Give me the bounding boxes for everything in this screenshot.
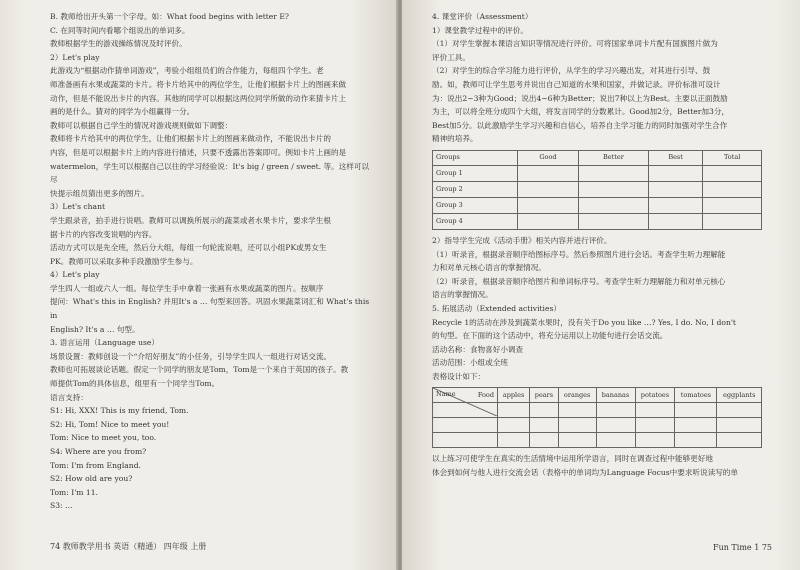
score-cell bbox=[518, 165, 579, 181]
corner-bottom-label: Name bbox=[436, 389, 456, 398]
text-line: 4. 课堂评价（Assessment） bbox=[432, 12, 533, 21]
text-line: PK。教师可以采取多种手段激励学生参与。 bbox=[50, 256, 198, 266]
text-line: S1: Hi, XXX! This is my friend, Tom. bbox=[50, 406, 189, 416]
survey-cell bbox=[675, 403, 717, 418]
score-cell bbox=[518, 181, 579, 197]
group-label-cell: Group 2 bbox=[433, 181, 518, 197]
text-line: （1）对学生掌握本课语言知识等情况进行评价。可将国家单词卡片配有国旗图片做为 bbox=[432, 39, 718, 49]
survey-cell bbox=[530, 433, 559, 448]
right-page bbox=[402, 0, 800, 570]
text-line: 教师根据学生的游戏操练情况及时评价。 bbox=[50, 39, 187, 49]
text-line: 此游戏为“根据动作猜单词游戏”，考验小组组员们的合作能力，每组四个学生。老 bbox=[50, 66, 324, 76]
survey-cell bbox=[530, 403, 559, 418]
text-line: 动作，但是不能说出卡片的内容。其他的同学可以根据这两位同学所做的动作来猜卡片上 bbox=[50, 93, 347, 103]
text-line: English? It's a … 句型。 bbox=[50, 324, 140, 334]
survey-cell bbox=[530, 418, 559, 433]
food-header-cell: apples bbox=[498, 388, 530, 403]
table-row bbox=[433, 213, 762, 229]
text-line: （1）听录音，根据录音顺序给图标序号。然后参照图片进行会话。考查学生听力理解能 bbox=[432, 249, 726, 259]
survey-cell bbox=[498, 403, 530, 418]
table-header-cell: Better bbox=[578, 150, 648, 165]
text-line: 2）Let's play bbox=[50, 52, 100, 62]
text-line: 3）Let's chant bbox=[50, 202, 106, 212]
survey-cell bbox=[675, 418, 717, 433]
table-row bbox=[433, 418, 762, 433]
text-line: 精神的培养。 bbox=[432, 134, 478, 144]
score-cell bbox=[648, 165, 702, 181]
group-label-cell: Group 1 bbox=[433, 165, 518, 181]
food-header-cell: tomatoes bbox=[675, 388, 717, 403]
text-line: （2）听录音，根据录音顺序给图片和单词标序号。考查学生听力理解能力和对单元核心 bbox=[432, 276, 726, 286]
score-cell bbox=[648, 181, 702, 197]
text-line: 语言的掌握情况。 bbox=[432, 290, 493, 300]
survey-cell bbox=[498, 433, 530, 448]
text-line: 活动名称：食物喜好小调查 bbox=[432, 344, 524, 354]
score-cell bbox=[578, 197, 648, 213]
score-cell bbox=[578, 181, 648, 197]
table-row bbox=[433, 433, 762, 448]
text-line: 画的是什么。猜对的同学为小组赢得一分。 bbox=[50, 107, 195, 117]
food-header-cell: pears bbox=[530, 388, 559, 403]
text-line: S3: … bbox=[50, 501, 73, 511]
survey-cell bbox=[675, 433, 717, 448]
text-line: C. 在同等时间内看哪个组说出的单词多。 bbox=[50, 25, 190, 35]
text-line: Tom: Nice to meet you, too. bbox=[50, 433, 157, 443]
table-row bbox=[433, 197, 762, 213]
text-line: Best加5分。以此激励学生学习兴趣和自信心，培养自主学习能力的同时加强对学生合作 bbox=[432, 120, 728, 130]
score-cell bbox=[648, 197, 702, 213]
group-label-cell: Group 4 bbox=[433, 213, 518, 229]
survey-cell bbox=[635, 433, 675, 448]
text-line: 活动方式可以是先全班，然后分大组，每组一句轮流说唱，还可以小组PK或男女生 bbox=[50, 243, 327, 253]
text-line: 2）指导学生完成《活动手册》相关内容并进行评价。 bbox=[432, 235, 612, 245]
text-line: 力和对单元核心语言的掌握情况。 bbox=[432, 263, 546, 273]
text-line: 励。如，教师可让学生思考并说出自己知道的水果和国家，并做记录。评价标准可设计 bbox=[432, 79, 721, 89]
text-line: 评价工具。 bbox=[432, 52, 470, 62]
survey-cell bbox=[635, 418, 675, 433]
extended-activities-section bbox=[432, 234, 762, 384]
group-label-cell: Group 3 bbox=[433, 197, 518, 213]
assessment-table bbox=[432, 150, 762, 230]
survey-cell bbox=[635, 403, 675, 418]
survey-cell bbox=[498, 418, 530, 433]
survey-cell bbox=[717, 403, 762, 418]
table-header-cell: Best bbox=[648, 150, 702, 165]
left-page bbox=[0, 0, 398, 570]
text-line: S2: How old are you? bbox=[50, 474, 133, 484]
text-line: Tom: I'm from England. bbox=[50, 460, 141, 470]
score-cell bbox=[703, 165, 762, 181]
text-line: 学生跟录音，拍手进行说唱。教师可以调换所展示的蔬菜或者水果卡片，要求学生根 bbox=[50, 215, 331, 225]
table-header-cell: Total bbox=[703, 150, 762, 165]
text-line: 3. 语言运用（Language use） bbox=[50, 338, 160, 348]
text-line: 语言支持： bbox=[50, 392, 88, 402]
text-line: Tom: I'm 11. bbox=[50, 487, 98, 497]
right-page-text bbox=[432, 10, 762, 480]
text-line: 教师可以根据自己学生的情况对游戏规则做如下调整： bbox=[50, 120, 233, 130]
closing-paragraph bbox=[432, 452, 762, 479]
text-line: watermelon，学生可以根据自己以往的学习经验说：It's big / green / sweet. 等。这样可以尽 bbox=[50, 161, 370, 185]
score-cell bbox=[578, 165, 648, 181]
food-header-cell: eggplants bbox=[717, 388, 762, 403]
score-cell bbox=[703, 213, 762, 229]
score-cell bbox=[703, 181, 762, 197]
text-line: 教师将卡片给其中的两位学生，让他们根据卡片上的图画来做动作，不能说出卡片的 bbox=[50, 134, 331, 144]
text-line: 活动范围：小组或全班 bbox=[432, 358, 508, 368]
text-line: Recycle 1的活动在涉及到蔬菜水果时，没有关于Do you like …? Yes, I do. No, I don't bbox=[432, 317, 736, 327]
text-line: 为主，可以将全班分成四个大组，将发言同学的分数累计。Good加2分，Better加3分， bbox=[432, 107, 730, 117]
text-line: 师准备画有水果或蔬菜的卡片。将卡片给其中的两位学生，让他们根据卡片上的图画来做 bbox=[50, 79, 347, 89]
text-line: 内容，但是可以根据卡片上的内容进行描述，只要不透露出答案即可。例如卡片上画的是 bbox=[50, 147, 347, 157]
food-header-cell: oranges bbox=[558, 388, 596, 403]
score-cell bbox=[518, 213, 579, 229]
food-survey-table bbox=[432, 387, 762, 448]
score-cell bbox=[578, 213, 648, 229]
text-line: 学生四人一组或六人一组。每位学生手中拿着一张画有水果或蔬菜的图片。按顺序 bbox=[50, 283, 324, 293]
table-row bbox=[433, 165, 762, 181]
table-row bbox=[433, 181, 762, 197]
food-header-cell: potatoes bbox=[635, 388, 675, 403]
text-line: 提问：What's this in English? 并用It's a … 句型来回答。巩固水果蔬菜词汇和 What's this in bbox=[50, 297, 370, 321]
survey-cell bbox=[596, 418, 635, 433]
text-line: S2: Hi, Tom! Nice to meet you! bbox=[50, 419, 170, 429]
text-line: 快提示组员猜出更多的图片。 bbox=[50, 188, 149, 198]
score-cell bbox=[703, 197, 762, 213]
text-line: 表格设计如下： bbox=[432, 371, 486, 381]
text-line: 据卡片的内容改变说唱的内容。 bbox=[50, 229, 157, 239]
survey-cell bbox=[596, 433, 635, 448]
left-page-text bbox=[50, 10, 376, 513]
score-cell bbox=[648, 213, 702, 229]
text-line: 体会到如何与他人进行交流会话（表格中的单词均为Language Focus中要求听说读写的单 bbox=[432, 468, 738, 478]
text-line: 4）Let's play bbox=[50, 270, 100, 280]
text-line: B. 教师给出开头第一个字母。如：What food begins with letter E? bbox=[50, 12, 289, 21]
text-line: 为：说出2~3种为Good；说出4~6种为Better；说出7种以上为Best。主要以正面鼓励 bbox=[432, 93, 728, 103]
assessment-section bbox=[432, 10, 762, 146]
survey-cell bbox=[717, 418, 762, 433]
text-line: 5. 拓展活动（Extended activities） bbox=[432, 303, 561, 313]
survey-cell bbox=[433, 433, 498, 448]
table-header-cell: Groups bbox=[433, 150, 518, 165]
text-line: 师提供Tom的具体信息，组里有一个同学当Tom。 bbox=[50, 379, 220, 389]
text-line: 的句型。在下面的这个活动中，将充分运用以上功能句进行会话交流。 bbox=[432, 331, 668, 341]
survey-cell bbox=[558, 403, 596, 418]
corner-top-label: Food bbox=[477, 391, 494, 400]
left-page-footer: 74 教师教学用书 英语（精通） 四年级 上册 bbox=[50, 542, 207, 551]
score-cell bbox=[518, 197, 579, 213]
survey-cell bbox=[558, 418, 596, 433]
table-corner-cell bbox=[433, 388, 498, 403]
text-line: 1）课堂教学过程中的评价。 bbox=[432, 25, 528, 35]
text-line: 教师也可拓展谈论话题。假定一个同学的朋友是Tom，Tom是一个来自于英国的孩子。教 bbox=[50, 365, 349, 375]
survey-cell bbox=[433, 418, 498, 433]
survey-cell bbox=[717, 433, 762, 448]
right-page-footer: Fun Time 1 75 bbox=[713, 543, 772, 552]
text-line: 以上练习可使学生在真实的生活情境中运用所学语言，同时在调查过程中能够更好地 bbox=[432, 454, 713, 464]
text-line: 场景设置：教师创设一个“介绍好朋友”的小任务，引导学生四人一组进行对话交流。 bbox=[50, 351, 332, 361]
text-line: （2）对学生的综合学习能力进行评价，从学生的学习兴趣出发，对其进行引导、鼓 bbox=[432, 66, 711, 76]
survey-cell bbox=[596, 403, 635, 418]
table-header-cell: Good bbox=[518, 150, 579, 165]
text-line: S4: Where are you from? bbox=[50, 447, 147, 456]
survey-cell bbox=[558, 433, 596, 448]
food-header-cell: bananas bbox=[596, 388, 635, 403]
